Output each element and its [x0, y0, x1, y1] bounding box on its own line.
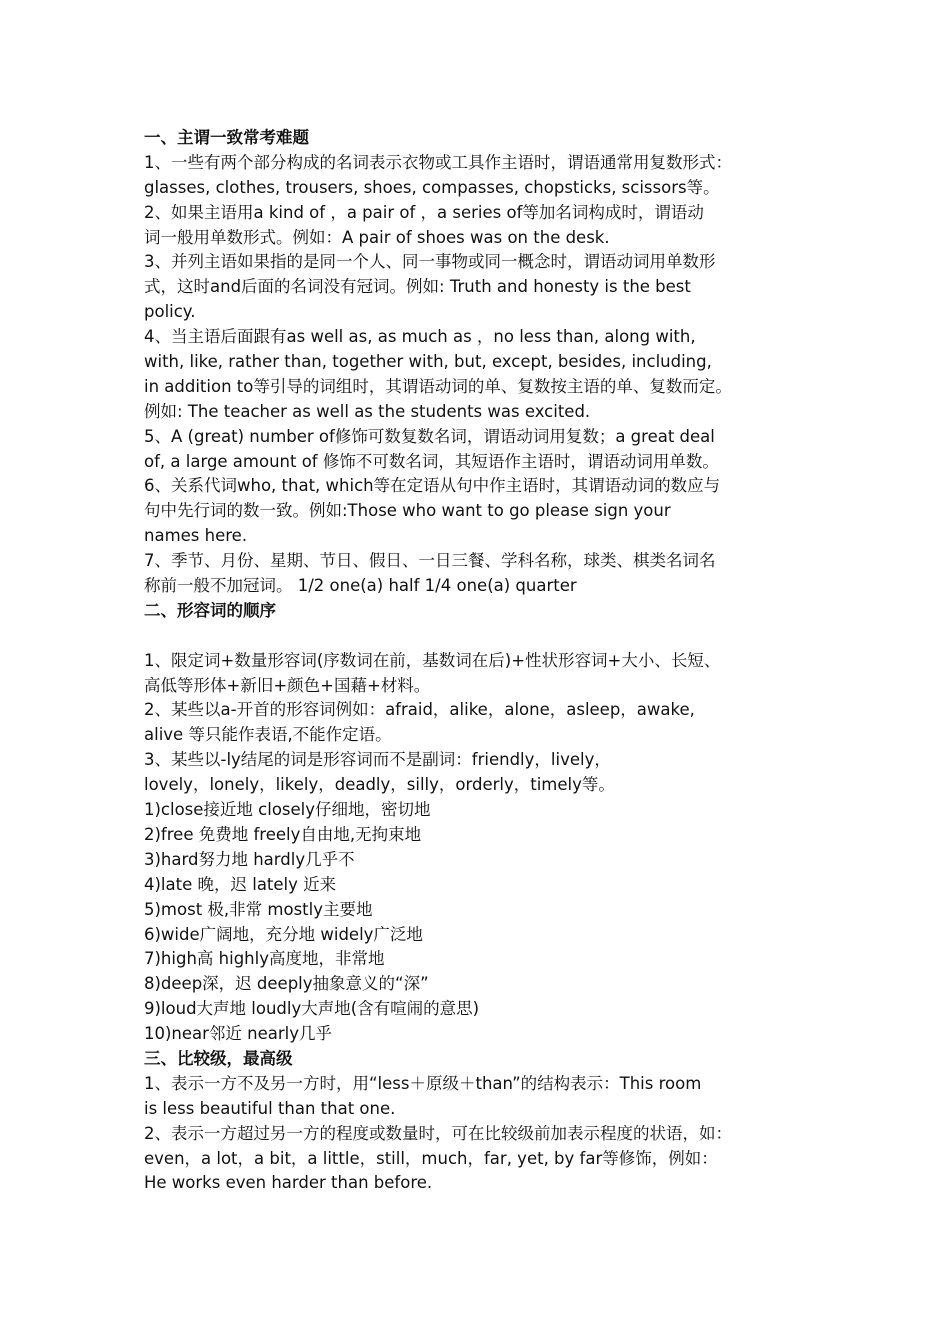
- text-line: 词一般用单数形式。例如：A pair of shoes was on the desk.: [144, 227, 610, 247]
- text-line: He works even harder than before.: [144, 1173, 433, 1193]
- text-line: 7)high高 highly高度地，非常地: [144, 949, 385, 969]
- text-line: with, like, rather than, together with, but, except, besides, including,: [144, 352, 712, 372]
- blank-line: [144, 624, 824, 649]
- section-heading: 二、形容词的顺序: [144, 600, 276, 620]
- text-line: lovely，lonely，likely，deadly，silly，orderly，timely等。: [144, 775, 615, 795]
- text-line: 4)late 晚，迟 lately 近来: [144, 874, 337, 894]
- text-line: 1、表示一方不及另一方时，用“less＋原级＋than”的结构表示：This room: [144, 1073, 702, 1093]
- text-line: 句中先行词的数一致。例如:Those who want to go please sign your: [144, 501, 671, 521]
- text-line: alive 等只能作表语,不能作定语。: [144, 725, 392, 745]
- text-line: 9)loud大声地 loudly大声地(含有喧闹的意思): [144, 999, 480, 1019]
- text-line: 10)near邻近 nearly几乎: [144, 1024, 333, 1044]
- text-line: 7、季节、月份、星期、节日、假日、一日三餐、学科名称，球类、棋类名词名: [144, 551, 716, 571]
- text-line: policy.: [144, 302, 196, 322]
- text-line: 1、限定词+数量形容词(序数词在前，基数词在后)+性状形容词+大小、长短、: [144, 650, 721, 670]
- text-line: 2、某些以a-开首的形容词例如：afraid，alike，alone，asleep，awake,: [144, 700, 695, 720]
- text-line: 1)close接近地 closely仔细地，密切地: [144, 800, 431, 820]
- text-line: 6)wide广阔地，充分地 widely广泛地: [144, 924, 423, 944]
- text-line: 高低等形体+新旧+颜色+国藉+材料。: [144, 675, 431, 695]
- text-line: 1、一些有两个部分构成的名词表示衣物或工具作主语时，谓语通常用复数形式：: [144, 152, 732, 172]
- document-page: [144, 126, 824, 1196]
- text-line: 例如: The teacher as well as the students was excited.: [144, 401, 591, 421]
- text-line: even，a lot，a bit，a little，still，much，far, yet, by far等修饰，例如：: [144, 1148, 718, 1168]
- text-line: names here.: [144, 526, 248, 546]
- text-line: 3、并列主语如果指的是同一个人、同一事物或同一概念时，谓语动词用单数形: [144, 252, 716, 272]
- section-heading: 一、主谓一致常考难题: [144, 128, 309, 147]
- text-line: 式，这时and后面的名词没有冠词。例如: Truth and honesty is the best: [144, 277, 691, 297]
- text-line: 2、如果主语用a kind of ，a pair of ，a series of等加名词构成时，谓语动: [144, 202, 704, 222]
- text-line: of, a large amount of 修饰不可数名词，其短语作主语时，谓语动词用单数。: [144, 451, 719, 471]
- text-line: in addition to等引导的词组时，其谓语动词的单、复数按主语的单、复数而定。: [144, 376, 732, 396]
- text-line: 6、关系代词who, that, which等在定语从句中作主语时，其谓语动词的数应与: [144, 476, 721, 496]
- text-line: 称前一般不加冠词。 1/2 one(a) half 1/4 one(a) quarter: [144, 576, 577, 596]
- text-line: 3)hard努力地 hardly几乎不: [144, 849, 355, 869]
- text-line: 4、当主语后面跟有as well as, as much as ，no less than, along with,: [144, 327, 696, 347]
- text-line: 8)deep深，迟 deeply抽象意义的“深”: [144, 974, 429, 994]
- text-line: 2)free 免费地 freely自由地,无拘束地: [144, 824, 422, 844]
- section-heading: 三、比较级，最高级: [144, 1048, 293, 1068]
- text-line: 3、某些以-ly结尾的词是形容词而不是副词：friendly，lively，: [144, 750, 611, 770]
- text-line: 5、A (great) number of修饰可数复数名词，谓语动词用复数；a great deal: [144, 426, 715, 446]
- text-line: is less beautiful than that one.: [144, 1098, 396, 1118]
- text-line: 5)most 极,非常 mostly主要地: [144, 899, 373, 919]
- text-line: glasses, clothes, trousers, shoes, compasses, chopsticks, scissors等。: [144, 177, 720, 197]
- text-line: 2、表示一方超过另一方的程度或数量时，可在比较级前加表示程度的状语，如：: [144, 1123, 732, 1143]
